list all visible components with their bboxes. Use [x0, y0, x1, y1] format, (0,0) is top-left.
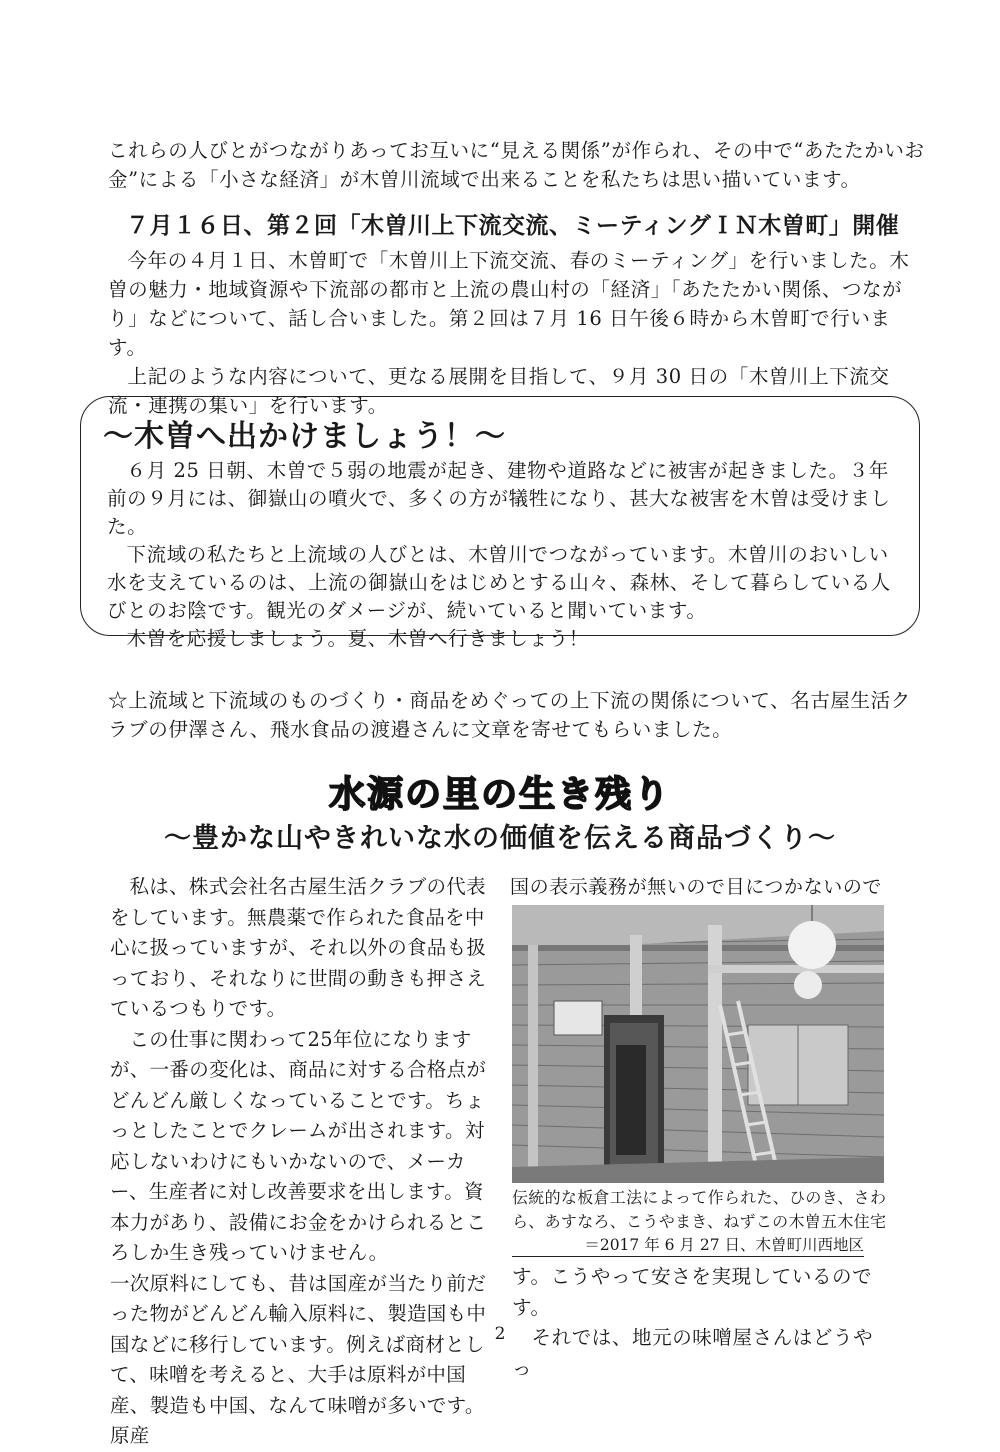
contributors-note-text: ☆上流域と下流域のものづくり・商品をめぐっての上下流の関係について、名古屋生活クラブの伊澤さん、飛水食品の渡邉さんに文章を寄せてもらいました。: [108, 689, 911, 741]
kiso-callout-box: [80, 396, 920, 650]
article-paragraph: 一次原料にしても、昔は国産が当たり前だった物がどんどん輸入原料に、製造国も中国などに移行しています。例えば商材として、味噌を考えると、大手は原料が中国産、製造も中国、なんて味噌が多いです。原産: [110, 1271, 487, 1447]
intro-paragraph: これらの人びとがつながりあってお互いに“見える関係”が作られ、その中で“あたたかいお金”による「小さな経済」が木曽川流域で出来ることを私たちは思い描いています。: [108, 139, 925, 191]
article-right-column-bottom: [512, 1262, 892, 1384]
article-left-column: [110, 872, 490, 1452]
contributors-note: [108, 686, 928, 744]
house-interior-photo-drawing: [512, 905, 884, 1183]
meeting-paragraph: 今年の４月１日、木曽町で「木曽川上下流交流、春のミーティング」を行いました。木曽の魅力・地域資源や下流部の都市と上流の農山村の「経済」「あたたかい関係、つながり」などについて、話し合いました。第２回は７月 16 日午後６時から木曽町で行います。: [108, 249, 910, 359]
meeting-paragraph: 上記のような内容について、更なる展開を目指して、９月 30 日の「木曽川上下流交流・連携の集い」を行います。: [108, 365, 890, 417]
kiso-box-title: ～木曽へ出かけましょう！～: [103, 419, 506, 454]
article-paragraph: 私は、株式会社名古屋生活クラブの代表をしています。無農薬で作られた食品を中心に扱っていますが、それ以外の食品も扱っており、それなりに世間の動きも押さえているつもりです。: [110, 875, 487, 1020]
kiso-box-paragraph: 下流域の私たちと上流域の人びとは、木曽川でつながっています。木曽川のおいしい水を支えているのは、上流の御嶽山をはじめとする山々、森林、そして暮らしている人びとのお陰です。観光のダメージが、続いていると聞いています。: [107, 543, 891, 622]
kiso-box-paragraph: 木曽を応援しましょう。夏、木曽へ行きましょう！: [126, 627, 589, 650]
page-number: 2: [494, 1324, 506, 1344]
article-subtitle: ～豊かな山やきれいな水の価値を伝える商品づくり～: [164, 823, 836, 854]
house-interior-photo: [512, 905, 884, 1183]
kiso-box-body: [107, 457, 907, 653]
article-paragraph: 国の表示義務が無いので目につかないので: [510, 876, 883, 898]
article-paragraph: それでは、地元の味噌屋さんはどうやっ: [512, 1326, 874, 1380]
meeting-section: [108, 210, 928, 420]
article-paragraph: この仕事に関わって25年位になりますが、一番の変化は、商品に対する合格点がどんどん厳しくなっていることです。ちょっとしたことでクレームが出されます。対応しないわけにもいかないので、メーカー、生産者に対し改善要求を出します。資本力があり、設備にお金をかけられるところしか生き残っていけません。: [110, 1027, 487, 1264]
photo-credit: ＝2017 年 6 月 27 日、木曽町川西地区: [512, 1234, 864, 1257]
meeting-heading: ７月１６日、第２回「木曽川上下流交流、ミーティングＩＮ木曽町」開催: [126, 213, 900, 239]
article-title: 水源の里の生き残り: [328, 774, 671, 815]
kiso-box-paragraph: ６月 25 日朝、木曽で５弱の地震が起き、建物や道路などに被害が起きました。３年前の９月には、御嶽山の噴火で、多くの方が犠牲になり、甚大な被害を木曽は受けました。: [107, 459, 891, 538]
article-right-column-top: [510, 872, 890, 902]
article-paragraph: す。こうやって安さを実現しているのです。: [512, 1265, 873, 1319]
photo-caption-block: [512, 1186, 892, 1257]
photo-caption: 伝統的な板倉工法によって作られた、ひのき、さわら、あすなろ、こうやまき、ねずこの木曽五木住宅: [512, 1188, 887, 1231]
intro-section: [108, 136, 928, 194]
